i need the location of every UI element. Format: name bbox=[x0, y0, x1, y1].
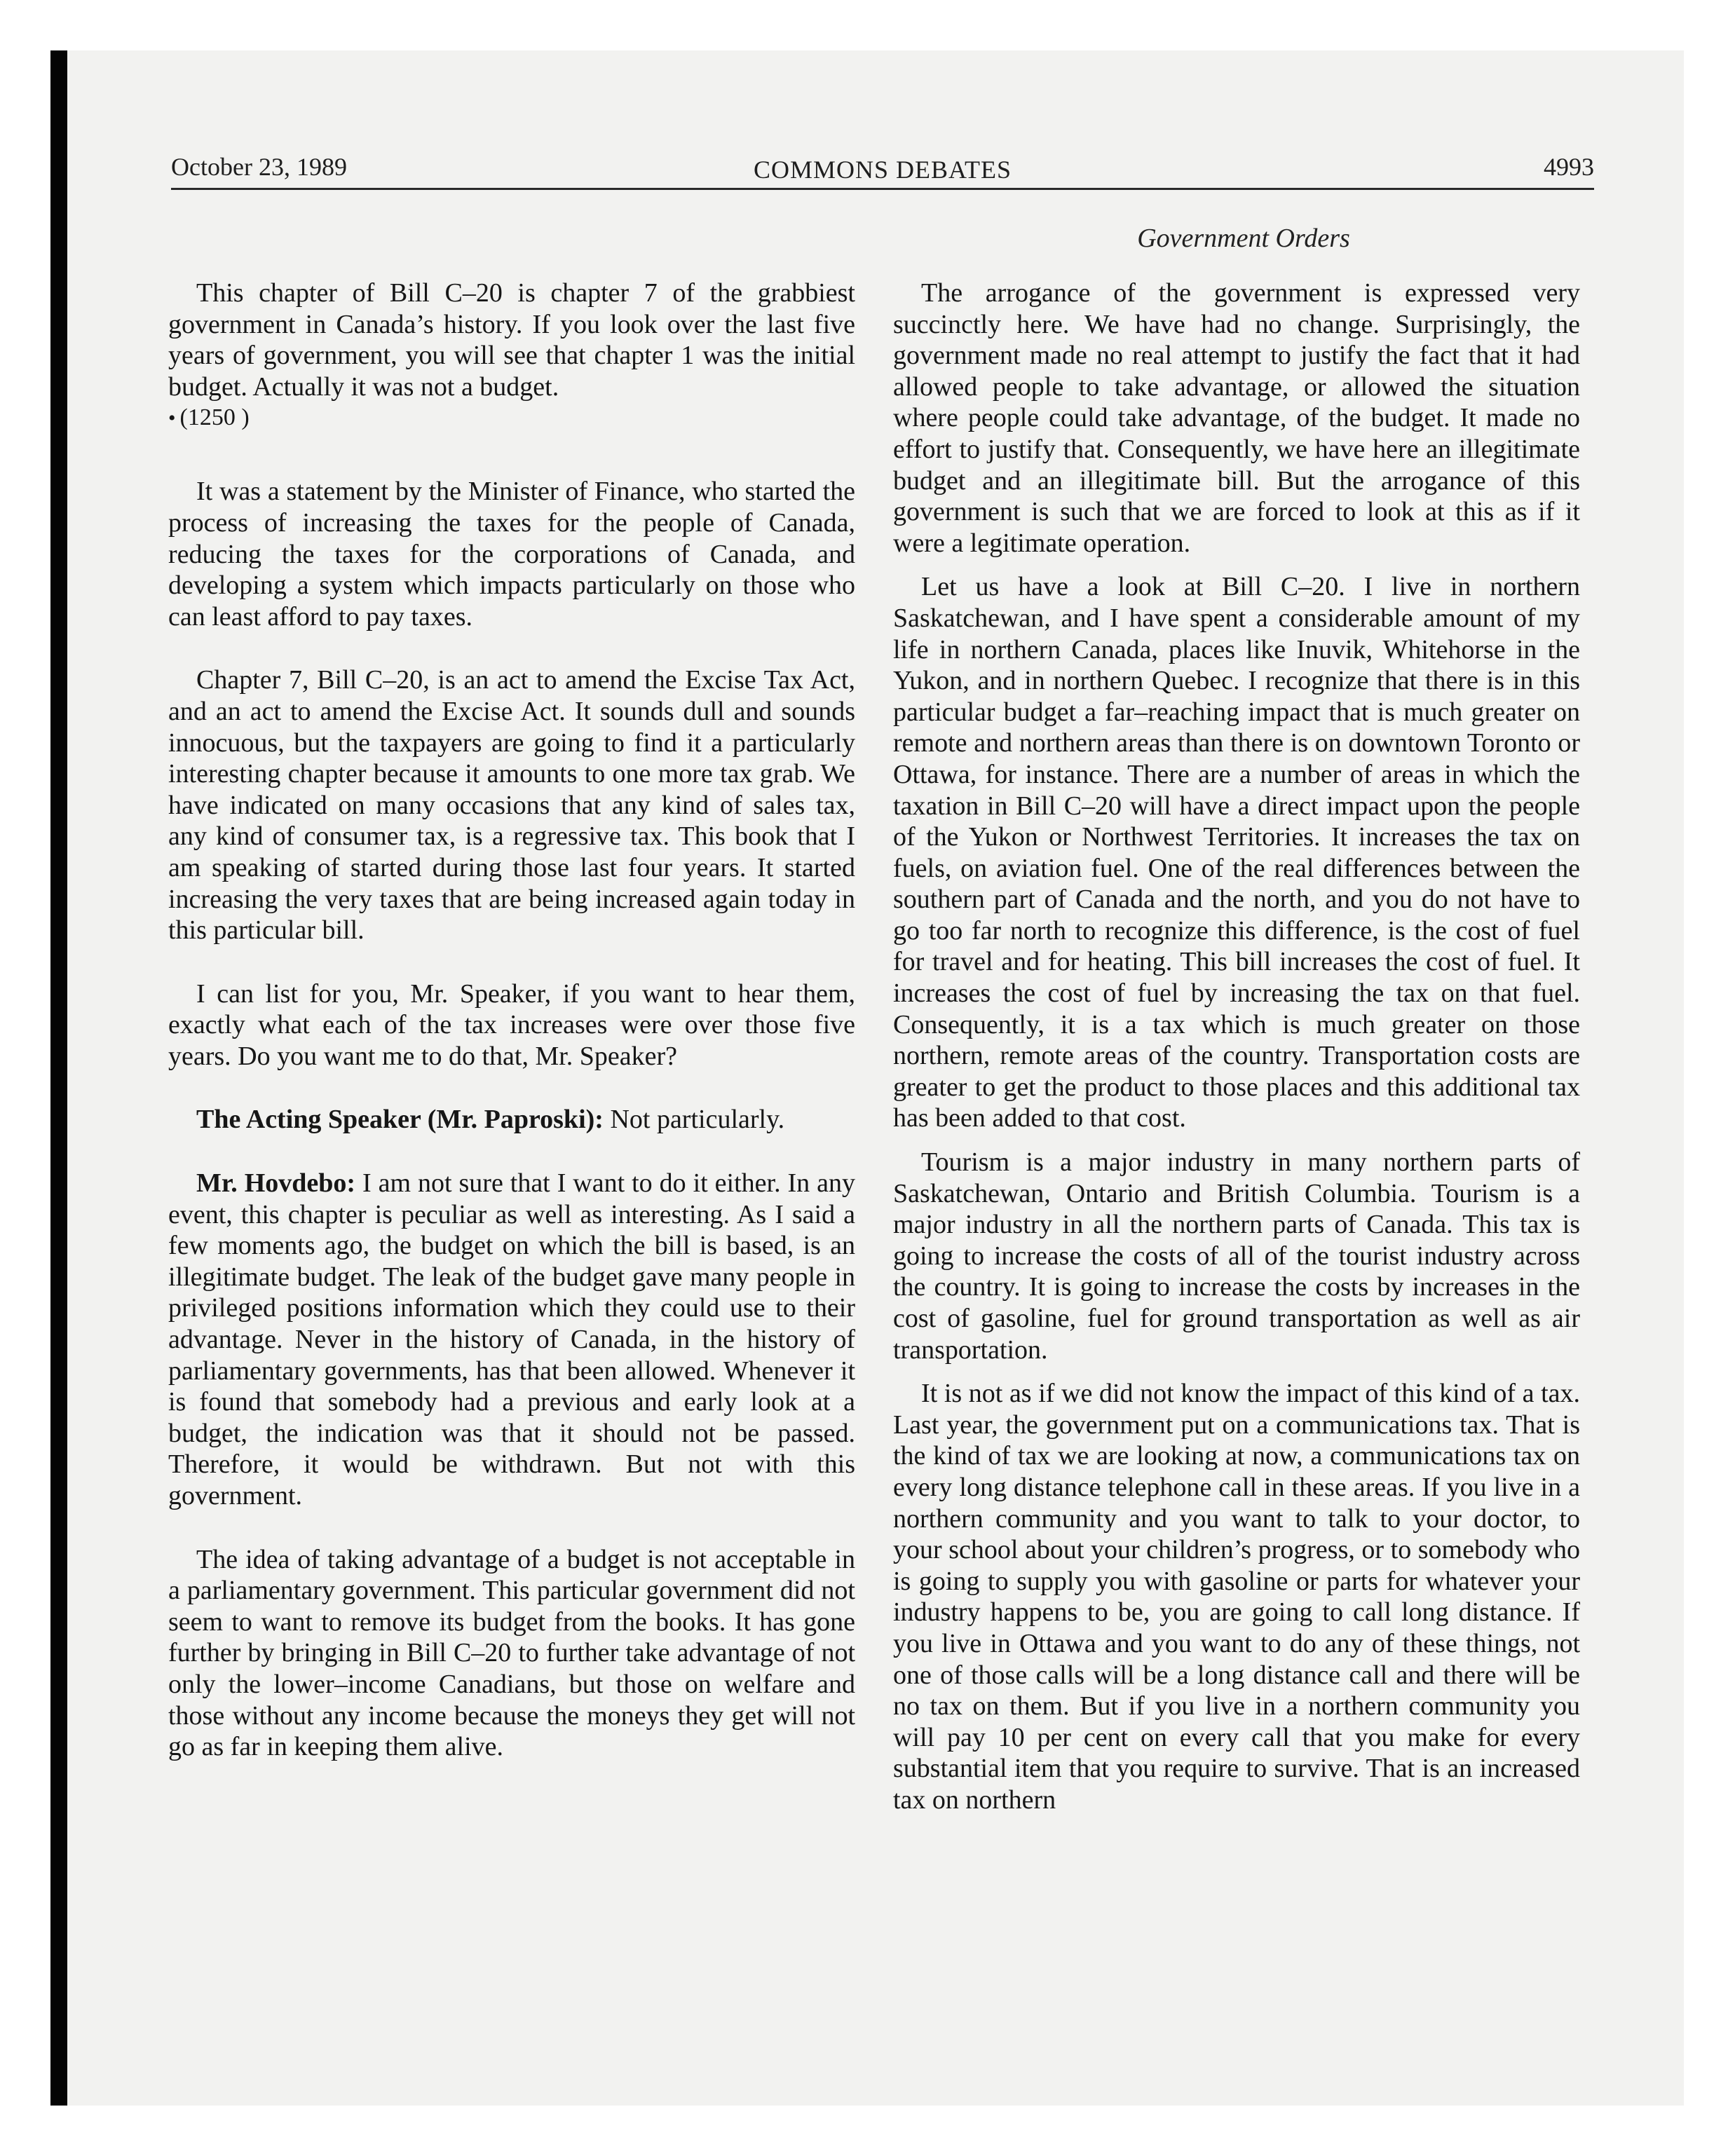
speech-text: Not particularly. bbox=[603, 1105, 785, 1135]
header-date: October 23, 1989 bbox=[171, 153, 347, 181]
time-marker bbox=[168, 402, 855, 434]
paragraph: It is not as if we did not know the impact of this kind of a tax. Last year, the government put on a communications tax. That is the kind of tax we are looking at now, a communications tax on every long distance telephone call in these areas. If you live in a northern community and you want to talk to your doctor, to your school about your children’s progress, or to somebody who is going to supply you with gasoline or parts for whatever your industry happens to be, you are going to call long distance. If you live in Ottawa and you want to do any of these things, not one of those calls will be a long distance call and there will be no tax on them. But if you live in a northern community you will pay 10 per cent on every call that you make for every substantial item that you require to survive. That is an increased tax on northern bbox=[893, 1379, 1580, 1815]
paragraph: Chapter 7, Bill C–20, is an act to amend the Excise Tax Act, and an act to amend the Excise Act. It sounds dull and sounds innocuous, but the taxpayers are going to find it a particularly interesting chapter because it amounts to one more tax grab. We have indicated on many occasions that any kind of sales tax, any kind of consumer tax, is a regressive tax. This book that I am speaking of started during those last four years. It started increasing the very taxes that are being increased again today in this particular bill. bbox=[168, 665, 855, 946]
paragraph bbox=[168, 1104, 855, 1135]
paragraph: Tourism is a major industry in many northern parts of Saskatchewan, Ontario and British Columbia. Tourism is a major industry in all the northern parts of Canada. This tax is going to increase the costs of all of the tourist industry across the country. It is going to increase the costs by increases in the cost of gasoline, fuel for ground transportation as well as air transportation. bbox=[893, 1147, 1580, 1365]
paragraph bbox=[168, 1168, 855, 1512]
header-page-number: 4993 bbox=[1544, 153, 1594, 181]
paragraph: It was a statement by the Minister of Finance, who started the process of increasing the taxes for the people of Canada, reducing the taxes for the corporations of Canada, and developing a system which impacts particularly on those who can least afford to pay taxes. bbox=[168, 477, 855, 632]
paragraph: The arrogance of the government is expressed very succinctly here. We have had no change. Surprisingly, the government made no real attempt to justify the fact that it had allowed people to take advantage, or allowed the situation where people could take advantage, of the budget. It made no effort to justify that. Consequently, we have here an illegitimate budget and an illegitimate bill. But the arrogance of this government is such that we are forced to look at this as if it were a legitimate operation. bbox=[893, 278, 1580, 558]
paragraph: The idea of taking advantage of a budget is not acceptable in a parliamentary government. This particular government did not seem to want to remove its budget from the books. It has gone further by bringing in Bill C–20 to further take advantage of not only the lower–income Canadians, but those on welfare and those without any income because the moneys they get will not go as far in keeping them alive. bbox=[168, 1544, 855, 1762]
section-title: Government Orders bbox=[1137, 224, 1350, 253]
time-marker-text: (1250 ) bbox=[179, 404, 250, 431]
page-header bbox=[171, 147, 1594, 186]
paragraph: Let us have a look at Bill C–20. I live in northern Saskatchewan, and I have spent a considerable amount of my life in northern Canada, places like Inuvik, Whitehorse in the Yukon, and in northern Quebec. I recognize that there is in this particular budget a far–reaching impact that is much greater on remote and northern areas than there is on downtown Toronto or Ottawa, for instance. There are a number of areas in which the taxation in Bill C–20 will have a direct impact upon the people of the Yukon or Northwest Territories. It increases the tax on fuels, on aviation fuel. One of the real differences between the southern part of Canada and the north, and you do not have to go too far north to recognize this difference, is the cost of fuel for travel and for heating. This bill increases the cost of fuel. It increases the cost of fuel by increasing the tax on that fuel. Consequently, it is a tax which is much greater on those northern, remote areas of the country. Transportation costs are greater to get the product to those places and this additional tax has been added to that cost. bbox=[893, 572, 1580, 1133]
speech-text: I am not sure that I want to do it either. In any event, this chapter is peculiar as well as interesting. As I said a few moments ago, the budget on which the bill is based, is an illegitimate budget. The leak of the budget gave many people in privileged positions information which they could use to their advantage. Never in the history of Canada, in the history of parliamentary governments, has that been allowed. Whenever it is found that somebody had a previous and early look at a budget, the indication was that it should not be passed. Therefore, it would be withdrawn. But not with this government. bbox=[168, 1168, 855, 1510]
paragraph: I can list for you, Mr. Speaker, if you want to hear them, exactly what each of the tax increases were over those five years. Do you want me to do that, Mr. Speaker? bbox=[168, 978, 855, 1071]
left-column bbox=[168, 278, 855, 1763]
paragraph: This chapter of Bill C–20 is chapter 7 of the grabbiest government in Canada’s history. If you look over the last five years of government, you will see that chapter 1 was the initial budget. Actually it was not a budget. bbox=[168, 278, 855, 402]
speaker-name: The Acting Speaker (Mr. Paproski): bbox=[196, 1105, 604, 1135]
scan-edge-shadow bbox=[50, 50, 67, 2106]
header-rule bbox=[171, 188, 1594, 190]
speaker-name: Mr. Hovdebo: bbox=[196, 1168, 356, 1199]
bullet-icon: • bbox=[168, 407, 176, 430]
header-publication-title: COMMONS DEBATES bbox=[753, 156, 1012, 184]
right-column bbox=[893, 278, 1580, 1816]
